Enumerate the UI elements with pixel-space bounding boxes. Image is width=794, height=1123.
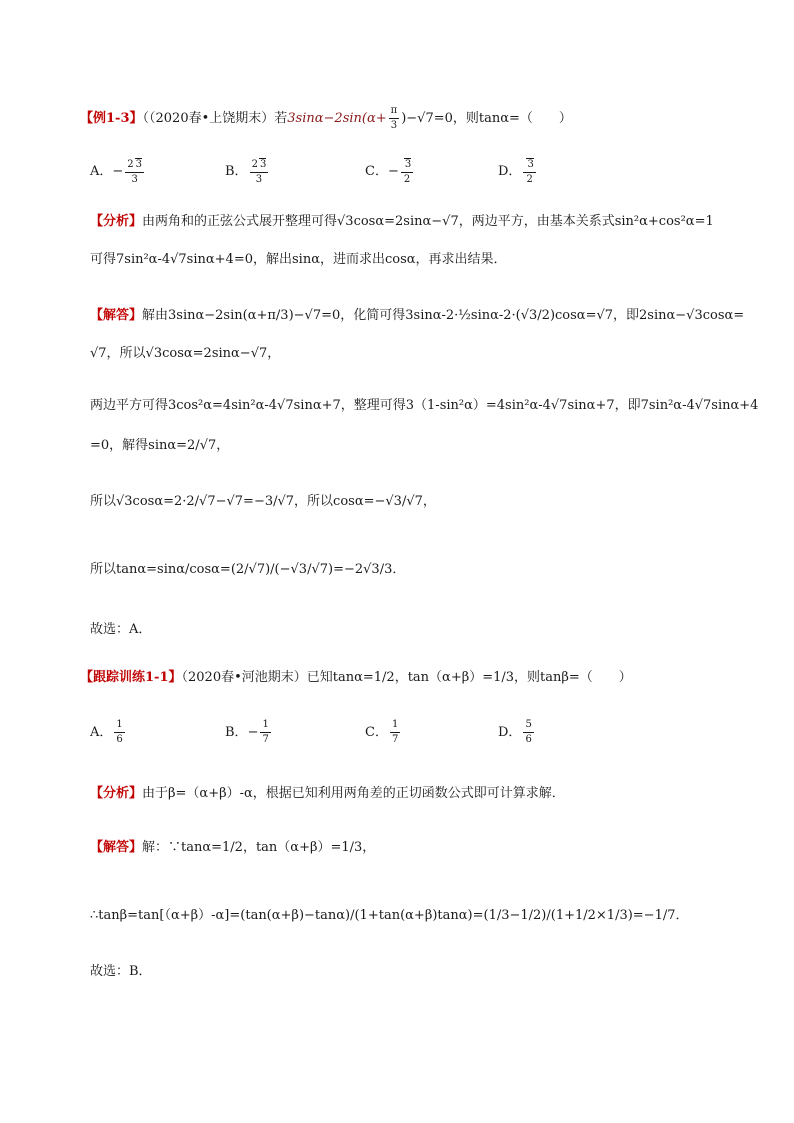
ex13-analysis-line1: 【分析】由两角和的正弦公式展开整理可得√3cosα=2sinα−√7，两边平方，由基本关系式sin²α+cos²α=1 <box>90 214 714 229</box>
tr11-analysis: 【分析】由于β=（α+β）-α，根据已知利用两角差的正切函数公式即可计算求解． <box>90 786 565 801</box>
tr11-question-text: （2020春•河池期末）已知tanα=1/2，tan（α+β）=1/3，则tanβ=（ ） <box>181 670 632 685</box>
tr11-option-b: B．− $\frac{1}{7}$ <box>225 719 269 745</box>
tr11-option-c: C． $\frac{1}{7}$ <box>365 719 399 745</box>
ex13-option-d: D． $\frac{3}{2}$ <box>498 159 534 185</box>
ex13-option-c: C．− $\frac{3}{2}$ <box>365 159 412 185</box>
ex13-source: （（2020春•上饶期末）若 <box>142 111 288 126</box>
ex13-pi-frac: $\frac{\pi}{3}$ <box>390 105 398 131</box>
ex13-answer-line5: 所以√3cosα=2·2/√7−√7=−3/√7，所以cosα=−√3/√7， <box>90 494 436 509</box>
tr11-question <box>80 668 632 688</box>
ex13-answer-line3: 两边平方可得3cos²α=4sin²α-4√7sinα+7，整理可得3（1-sin²α）=4sin²α-4√7sinα+7，即7sin²α-4√7sinα+4 <box>90 398 759 413</box>
ex13-answer-line4: =0，解得sinα=2/√7， <box>90 438 230 453</box>
ex13-answer-line2: √7，所以√3cosα=2sinα−√7， <box>90 346 281 361</box>
ex13-question: 【例1-3】（（2020春•上饶期末）若3sinα−2sin(α+ $\frac{\pi}{3}$ )−√7=0，则tanα=（ ） <box>80 105 572 131</box>
tr11-option-a: A． $\frac{1}{6}$ <box>90 719 123 745</box>
ex13-cond-mid: −2sin(α+ <box>323 111 387 126</box>
tr11-answer-line2: ∴tanβ=tan[（α+β）-α]=(tan(α+β)−tanα)/(1+tan(α+β)tanα)=(1/3−1/2)/(1+1/2×1/3)=−1/7． <box>90 908 689 923</box>
tr11-answer-line1: 【解答】解：∵tanα=1/2，tan（α+β）=1/3， <box>90 840 376 855</box>
ex13-tag: 【例1-3】 <box>80 111 143 126</box>
tr11-option-d: D． $\frac{5}{6}$ <box>498 719 532 745</box>
tr11-tag: 【跟踪训练1-1】 <box>80 670 182 685</box>
ex13-cond-end: )−√7=0，则tanα=（ ） <box>401 111 572 126</box>
tr11-final: 故选：B． <box>90 964 152 979</box>
ex13-option-b: B． $\frac{2 3}{3}$ <box>225 159 267 185</box>
ex13-answer-line6: 所以tanα=sinα/cosα=(2/√7)/(−√3/√7)=−2√3/3． <box>90 562 406 577</box>
ex13-option-a: A．− $\frac{2 3}{3}$ <box>90 159 143 185</box>
ex13-final: 故选：A． <box>90 622 152 637</box>
ex13-analysis-line2: 可得7sin²α-4√7sinα+4=0，解出sinα，进而求出cosα，再求出结果． <box>90 252 507 267</box>
ex13-answer-line1: 【解答】解由3sinα−2sin(α+π/3)−√7=0，化简可得3sinα-2·½sinα-2·(√3/2)cosα=√7，即2sinα−√3cosα= <box>90 308 745 323</box>
